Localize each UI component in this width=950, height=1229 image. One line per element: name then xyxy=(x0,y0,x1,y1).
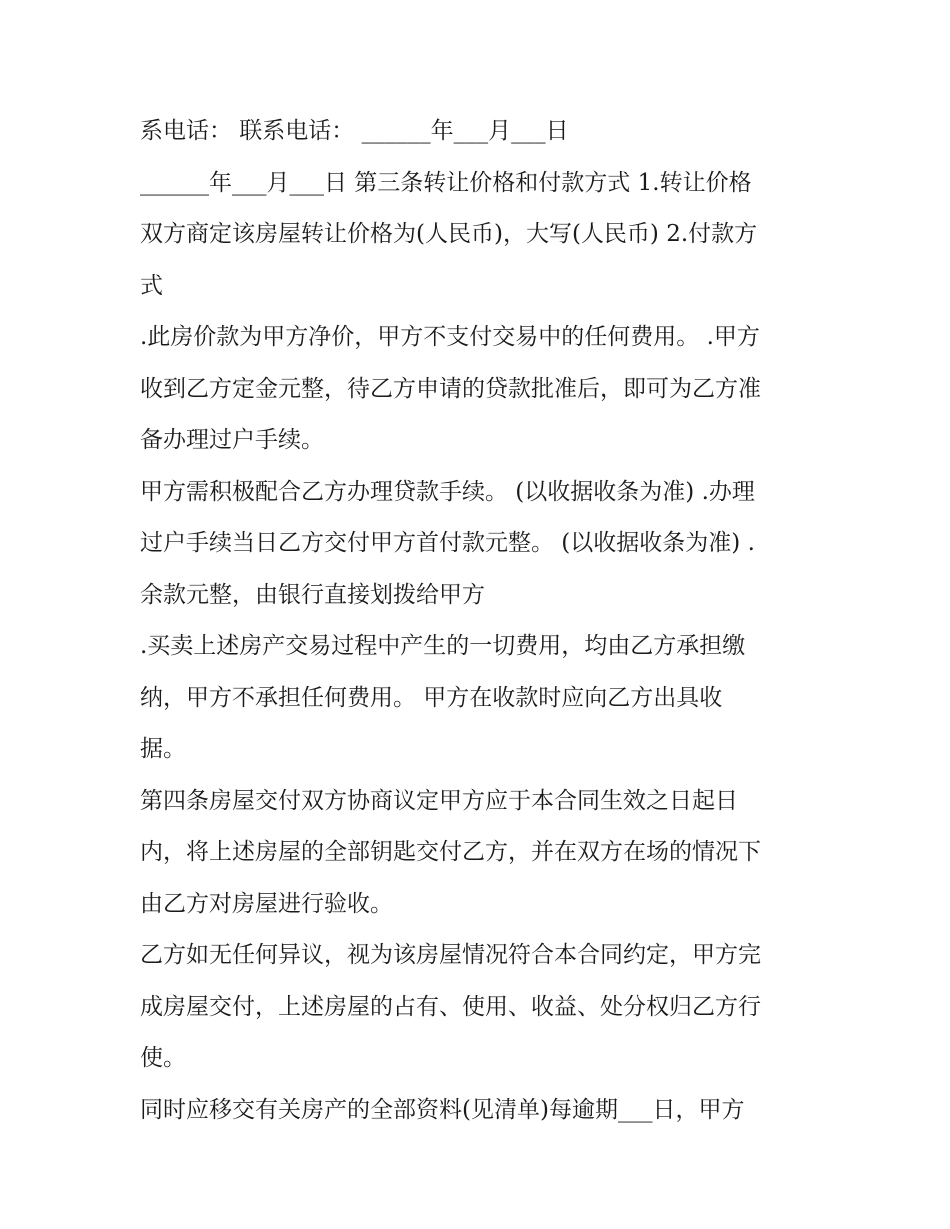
contract-body xyxy=(140,106,820,1136)
text-line: 乙方如无任何异议，视为该房屋情况符合本合同约定，甲方完 xyxy=(140,942,761,968)
text-line: 双方商定该房屋转让价格为(人民币)，大写(人民币) 2.付款方 xyxy=(140,221,758,247)
text-line: 成房屋交付，上述房屋的占有、使用、收益、处分权归乙方行 xyxy=(140,993,761,1020)
text-line: 甲方需积极配合乙方办理贷款手续。 (以收据收条为准) .办理 xyxy=(140,478,755,505)
text-line: 内，将上述房屋的全部钥匙交付乙方，并在双方在场的情况下 xyxy=(140,839,761,865)
text-line: 备办理过户手续。 xyxy=(140,427,324,453)
text-line: .买卖上述房产交易过程中产生的一切费用，均由乙方承担缴 xyxy=(140,633,746,659)
text-line: 由乙方对房屋进行验收。 xyxy=(140,890,393,917)
text-line: 纳，甲方不承担任何费用。 甲方在收款时应向乙方出具收 xyxy=(140,684,723,711)
text-line: 据。 xyxy=(140,736,186,762)
text-line: 余款元整，由银行直接划拨给甲方 xyxy=(140,581,485,608)
text-line: 同时应移交有关房产的全部资料(见清单)每逾期___日，甲方 xyxy=(140,1096,745,1123)
text-line: 式 xyxy=(140,272,163,299)
text-line: 使。 xyxy=(140,1045,186,1071)
text-line: ______年___月___日 第三条转让价格和付款方式 1.转让价格 xyxy=(140,169,752,196)
text-line: 系电话： 联系电话： ______年___月___日 xyxy=(140,118,569,144)
text-line: 收到乙方定金元整，待乙方申请的贷款批准后，即可为乙方准 xyxy=(140,375,761,402)
text-line: 第四条房屋交付双方协商议定甲方应于本合同生效之日起日 xyxy=(140,787,738,814)
text-line: 过户手续当日乙方交付甲方首付款元整。 (以收据收条为准) . xyxy=(140,530,755,556)
text-line: .此房价款为甲方净价，甲方不支付交易中的任何费用。 .甲方 xyxy=(140,324,760,350)
